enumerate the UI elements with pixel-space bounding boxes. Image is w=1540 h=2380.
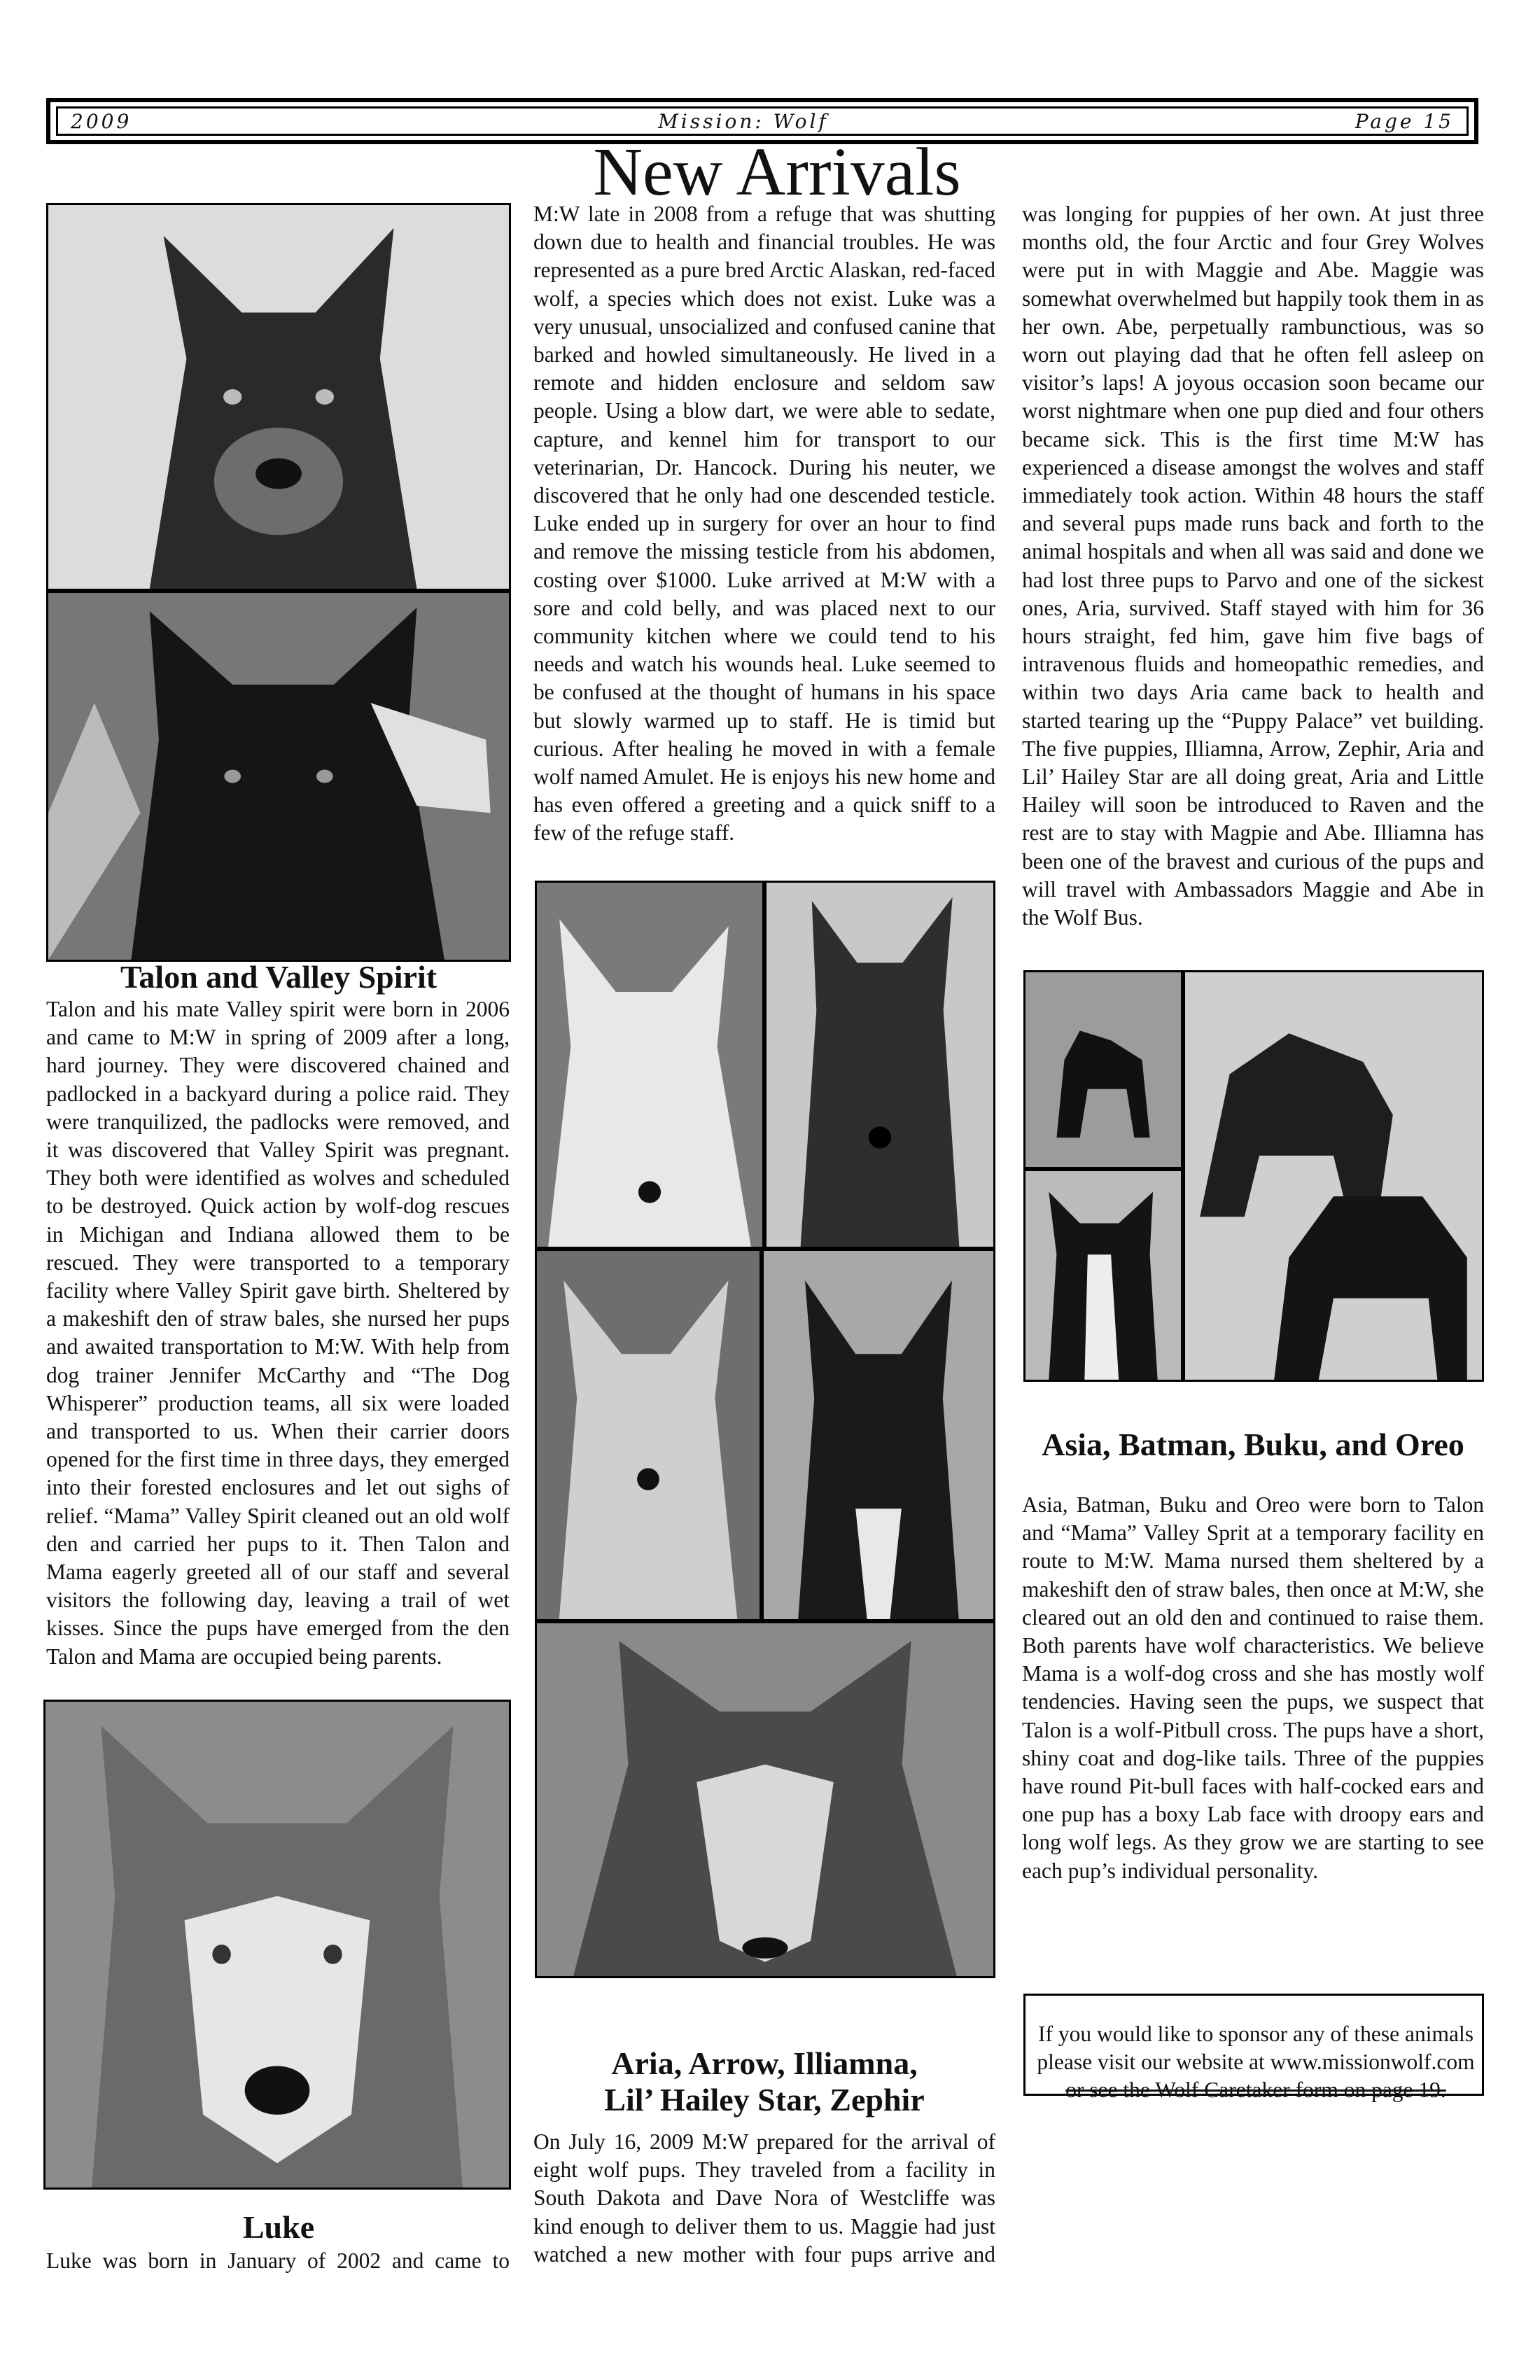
aria-paragraph-continued: was longing for puppies of her own. At just three months old, the four Arctic and four Grey Wolves were put in with Maggie and Abe. Maggie was somewhat overwhelmed but happily took them in as her own. Abe, perpetually rambunctious, was so worn out playing dad that he often fell asleep on visitor’s laps! A joyous occasion soon became our worst nightmare when one pup died and four others became sick. This is the first time M:W has experienced a disease amongst the wolves and staff immediately took action. Within 48 hours the staff and several pups made runs back and forth to the animal hospitals and when all was said and done we had lost three pups to Parvo and one of the sickest ones, Aria, survived. Staff stayed with him for 36 hours straight, fed him, gave him five bags of intravenous fluids and homeopathic remedies, and within two days Aria came back to health and started tearing up the “Puppy Palace” vet building. The five puppies, Illiamna, Arrow, Zephir, Aria and Lil’ Hailey Star are all doing great, Aria and Little Hailey will soon be introduced to Raven and the rest are to stay with Magpie and Abe. Illiamna has been one of the bravest and curious of the pups and will travel with Ambassadors Maggie and Abe in the Wolf Bus. — [1022, 202, 1484, 930]
luke-paragraph-start: Luke was born in January of 2002 and came to — [46, 2248, 510, 2273]
luke-paragraph-continued: M:W late in 2008 from a refuge that was shutting down due to health and financial troubles. He was represented as a pure bred Arctic Alaskan, red-faced wolf, a species which does not exist. Luke was a very unusual, unsocialized and confused canine that barked and howled simultaneously. He lived in a remote and hidden enclosure and seldom saw people. Using a blow dart, we were able to sedate, capture, and kennel him for transport to our veterinarian, Dr. Hancock. During his neuter, we discovered that he only had one descended testicle. Luke ended up in surgery for over an hour to find and remove the missing testicle from his abdomen, costing over $1000. Luke arrived at M:W with a sore and cold belly, and was placed next to our community kitchen where we could tend to his needs and watch his wounds heal. Luke seemed to be confused at the thought of humans in his space but slowly warmed up to staff. He is timid but curious. After healing he moved in with a female wolf named Amulet. He is enjoys his new home and has even offered a greeting and a quick sniff to a few of the refuge staff. — [533, 202, 995, 846]
wolf-photo-icon — [537, 883, 762, 1247]
grey-pup-photo — [764, 881, 995, 1249]
wolf-photo-icon — [766, 883, 993, 1247]
aria-heading-line2: Lil’ Hailey Star, Zephir — [604, 2082, 925, 2118]
page-title: New Arrivals — [593, 134, 961, 210]
wolf-photo-icon — [48, 205, 509, 589]
talon-photo — [46, 203, 511, 591]
aria-heading-line1: Aria, Arrow, Illiamna, — [611, 2045, 918, 2081]
sponsor-line-1: If you would like to sponsor any of these animals — [1037, 2022, 1474, 2046]
running-header-inner — [56, 106, 1469, 136]
pups-pair-photo — [1183, 970, 1484, 1382]
wolf-photo-icon — [764, 1251, 993, 1619]
sponsor-line-3: or see the Wolf Caretaker form on page 19. — [1065, 2078, 1446, 2102]
wolf-photo-icon — [1185, 972, 1482, 1380]
aria-body-continued — [1022, 200, 1484, 932]
header-year: 2009 — [71, 109, 132, 133]
valley-spirit-photo — [46, 591, 511, 962]
sponsor-line-2: please visit our website at www.missionwolf.com — [1037, 2050, 1475, 2074]
asia-pup-photo — [1023, 1169, 1183, 1382]
aria-heading — [533, 2045, 995, 2118]
sponsor-note — [1023, 2020, 1488, 2104]
luke-heading: Luke — [242, 2209, 315, 2245]
talon-paragraph: Talon and his mate Valley spirit were born in 2006 and came to M:W in spring of 2009 after a long, hard journey. They were discovered chained and padlocked in a backyard during a police raid. They were tranquilized, the padlocks were removed, and it was discovered that Valley Spirit was pregnant. They both were identified as wolves and scheduled to be destroyed. Quick action by wolf-dog rescues in Michigan and Indiana allowed them to be rescued. They were transported to a temporary facility where Valley Spirit gave birth. Sheltered by a makeshift den of straw bales, she nursed her pups and awaited transportation to M:W. With help from dog trainer Jennifer McCarthy and “The Dog Whisperer” production teams, all six were loaded and transported to us. When their carrier doors opened for the first time in three days, they emerged into their forested enclosures and let out sighs of relief. “Mama” Valley Spirit cleaned out an old wolf den and carried her pups to it. Then Talon and Mama eagerly greeted all of our staff and several visitors the following day, leaving a trail of wet kisses. Since the pups have emerged from the den Talon and Mama are occupied being parents. — [46, 997, 510, 1669]
talon-body — [46, 995, 510, 1671]
header-page: Page 15 — [1354, 109, 1454, 133]
luke-body-continued — [533, 200, 995, 848]
aria-body-start — [533, 2128, 995, 2269]
illiamna-photo — [535, 1249, 762, 1621]
arctic-pup-photo — [535, 881, 764, 1249]
aria-paragraph-start: On July 16, 2009 M:W prepared for the arrival of eight wolf pups. They traveled from a facility in South Dakota and Dave Nora of Westcliffe was kind enough to deliver them to us. Maggie had just watched a new mother with four pups arrive and — [533, 2129, 995, 2267]
talon-heading: Talon and Valley Spirit — [120, 959, 438, 995]
black-pup-photo — [1023, 970, 1183, 1169]
wolf-photo-icon — [46, 1702, 509, 2188]
asia-body — [1022, 1491, 1484, 1885]
zephir-photo — [762, 1249, 995, 1621]
luke-body-start — [46, 2247, 510, 2275]
wolf-photo-icon — [537, 1251, 760, 1619]
grey-wolf-photo — [535, 1621, 995, 1978]
header-publication: Mission: Wolf — [658, 109, 829, 133]
asia-paragraph: Asia, Batman, Buku and Oreo were born to Talon and “Mama” Valley Sprit at a temporary facility en route to M:W. Mama nursed them sheltered by a makeshift den of straw bales, then once at M:W, she cleared out an old den and continued to raise them. Both parents have wolf characteristics. We believe Mama is a wolf-dog cross and she has mostly wolf tendencies. Having seen the pups, we suspect that Talon is a wolf-Pitbull cross. The pups have a short, shiny coat and dog-like tails. Three of the puppies have round Pit-bull faces with half-cocked ears and one pup has a boxy Lab face with droopy ears and long wolf legs. As they grow we are starting to see each pup’s individual personality. — [1022, 1492, 1484, 1883]
wolf-photo-icon — [1026, 972, 1181, 1167]
asia-heading: Asia, Batman, Buku, and Oreo — [1042, 1427, 1464, 1462]
wolf-photo-icon — [1026, 1171, 1181, 1380]
luke-photo — [43, 1700, 511, 2190]
wolf-photo-icon — [48, 593, 509, 960]
wolf-photo-icon — [537, 1623, 993, 1976]
